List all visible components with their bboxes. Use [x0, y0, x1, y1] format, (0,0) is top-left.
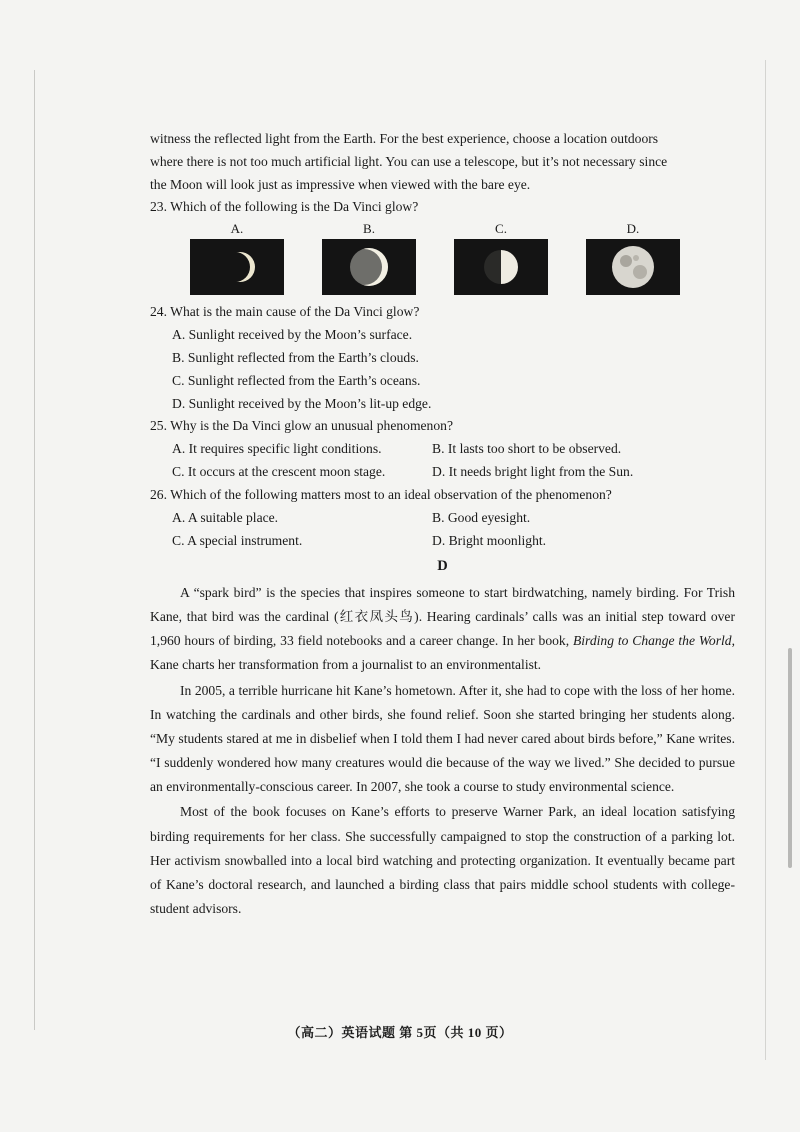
option-b[interactable]: B. Good eyesight.	[432, 509, 531, 525]
full-moon-image	[586, 239, 680, 295]
option-c[interactable]: C. A special instrument.	[172, 532, 303, 548]
option-d[interactable]: D. Bright moonlight.	[432, 532, 547, 548]
page-edge-right	[765, 60, 766, 1060]
option-c[interactable]: C. It occurs at the crescent moon stage.	[172, 464, 386, 480]
moon-image-options	[190, 221, 680, 295]
option-label: C.	[495, 221, 507, 237]
passage-line: witness the reflected light from the Earth. For the best experience, choose a location outdoors	[150, 131, 659, 146]
thin-crescent-moon-image	[190, 239, 284, 295]
scrollbar-thumb[interactable]	[788, 648, 792, 868]
page-edge-left	[34, 70, 35, 1030]
paragraph-text: A “spark bird” is the species that inspires someone to start birdwatching, namely birding. For Trish Kane, that bird was the cardinal (红衣凤头鸟). Hearing cardinals’ calls was an initial step toward over 1,960 hours of birding, 33 field notebooks and a career change. In her book,	[150, 584, 735, 649]
option-label: B.	[363, 221, 375, 237]
half-moon-image	[454, 239, 548, 295]
option-d[interactable]: D. It needs bright light from the Sun.	[432, 464, 634, 480]
passage-line: the Moon will look just as impressive when viewed with the bare eye.	[150, 176, 531, 192]
passage-d-paragraph-1	[150, 581, 735, 678]
question-stem: 25. Why is the Da Vinci glow an unusual phenomenon?	[150, 418, 453, 434]
question-25	[150, 415, 735, 483]
question-26	[150, 484, 735, 552]
options-row	[172, 507, 735, 530]
passage-d-paragraph-2: In 2005, a terrible hurricane hit Kane’s hometown. After it, she had to cope with the loss of her home. In watching the cardinals and other birds, she found relief. Soon she started bringing her students along. “My students stared at me in disbelief when I told them I had never cared about birds before,” Kane writes. “I suddenly wondered how many creatures would die because of the way we lived.” She decided to pursue an environmentally-conscious career. In 2007, she took a course to study environmental science.	[150, 682, 735, 795]
option-c[interactable]: C. Sunlight reflected from the Earth’s oceans.	[172, 372, 421, 388]
moon-option-a[interactable]	[190, 221, 284, 295]
question-stem: 26. Which of the following matters most to an ideal observation of the phenomenon?	[150, 486, 612, 502]
page-footer: （高二）英语试题 第 5页（共 10 页）	[287, 1025, 513, 1040]
section-heading-d: D	[437, 558, 448, 575]
options-row	[172, 530, 735, 553]
moon-option-d[interactable]	[586, 221, 680, 295]
passage-d-paragraph-3: Most of the book focuses on Kane’s efforts to preserve Warner Park, an ideal location satisfying birding requirements for her class. She successfully campaigned to stop the construction of a parking lot. Her activism snowballed into a local bird watching and protecting organization. It eventually became part of Kane’s doctoral research, and launched a birding class that pairs middle school students with college-student advisors.	[150, 804, 735, 917]
options-row	[172, 461, 735, 484]
option-a[interactable]: A. A suitable place.	[172, 509, 279, 525]
paragraph-text: , Kane charts her transformation from a journalist to an environmentalist.	[150, 633, 735, 673]
option-d[interactable]: D. Sunlight received by the Moon’s lit-up edge.	[172, 395, 432, 411]
moon-option-c[interactable]	[454, 221, 548, 295]
earthshine-moon-image	[322, 239, 416, 295]
question-stem: 24. What is the main cause of the Da Vinci glow?	[150, 304, 420, 320]
question-24	[150, 301, 735, 415]
options-row	[172, 438, 735, 461]
question-23	[150, 196, 735, 295]
option-label: D.	[626, 221, 640, 237]
question-stem: 23. Which of the following is the Da Vinci glow?	[150, 199, 419, 215]
moon-option-b[interactable]	[322, 221, 416, 295]
option-b[interactable]: B. It lasts too short to be observed.	[432, 441, 622, 457]
passage-line: where there is not too much artificial light. You can use a telescope, but it’s not necessary since	[150, 153, 668, 169]
exam-page-content	[150, 128, 735, 922]
option-a[interactable]: A. It requires specific light conditions.	[172, 441, 382, 457]
option-label: A.	[230, 221, 244, 237]
passage-c-ending	[150, 128, 735, 196]
option-b[interactable]: B. Sunlight reflected from the Earth’s clouds.	[172, 349, 419, 365]
book-title: Birding to Change the World	[572, 633, 732, 649]
option-a[interactable]: A. Sunlight received by the Moon’s surface.	[172, 327, 413, 343]
